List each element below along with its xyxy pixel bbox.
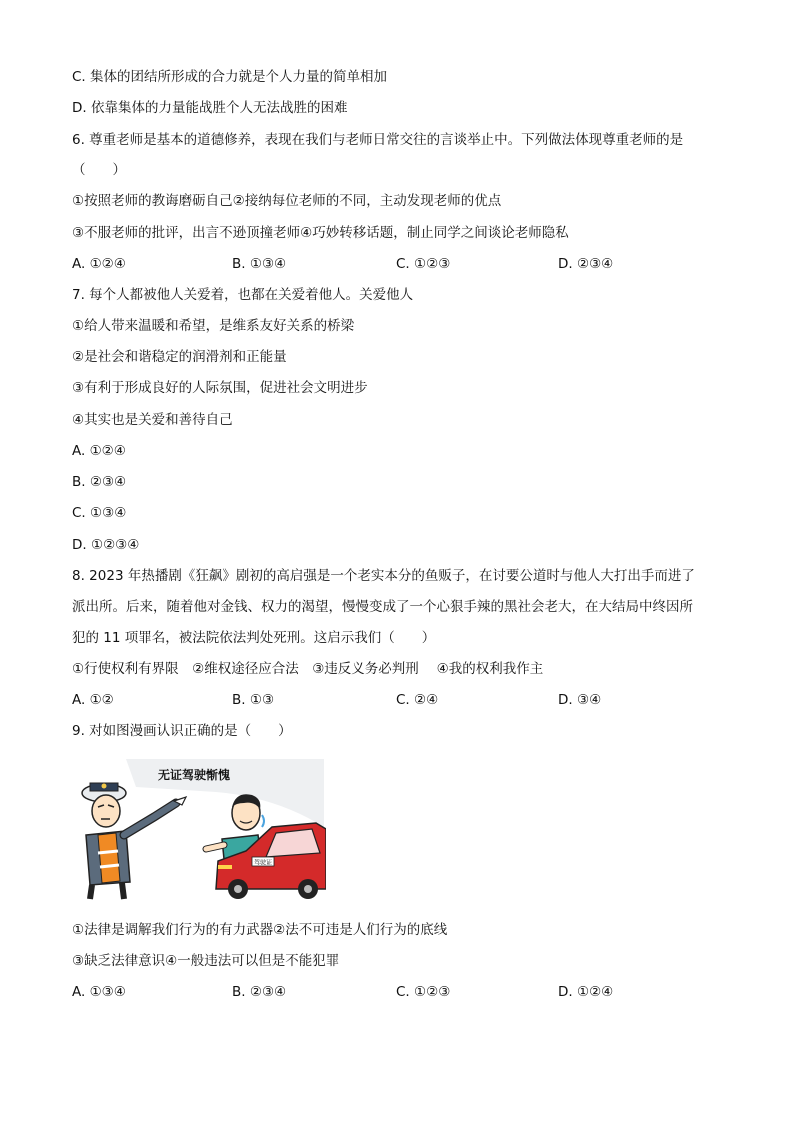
q7-option-d[interactable]: D. ①②③④ [72, 537, 140, 553]
q9-option-b[interactable]: B. ②③④ [232, 984, 287, 1000]
car-plate-label: 驾驶证 [254, 859, 273, 867]
q8-option-a[interactable]: A. ①② [72, 692, 114, 708]
q6-option-b[interactable]: B. ①③④ [232, 256, 287, 272]
q9-statements-2: ③缺乏法律意识④一般违法可以但是不能犯罪 [72, 953, 340, 969]
q6-option-d[interactable]: D. ②③④ [558, 256, 614, 272]
q8-option-c[interactable]: C. ②④ [396, 692, 439, 708]
q8-stem-line-3: 犯的 11 项罪名，被法院依法判处死刑。这启示我们（ ） [72, 630, 436, 646]
q8-statements: ①行使权利有界限 ②维权途径应合法 ③违反义务必判刑 ④我的权利我作主 [72, 661, 544, 677]
q8-options [72, 690, 732, 710]
q7-statement-3: ③有利于形成良好的人际氛围，促进社会文明进步 [72, 380, 368, 396]
q8-stem-line-1: 8. 2023 年热播剧《狂飙》剧初的高启强是一个老实本分的鱼贩子，在讨要公道时与他人大打出手而进了 [72, 568, 695, 584]
q7-statement-4: ④其实也是关爱和善待自己 [72, 412, 233, 428]
q7-stem: 7. 每个人都被他人关爱着，也都在关爱着他人。关爱他人 [72, 287, 414, 303]
q7-statement-1: ①给人带来温暖和希望，是维系友好关系的桥梁 [72, 318, 355, 334]
q8-option-d[interactable]: D. ③④ [558, 692, 602, 708]
cartoon-caption: 无证驾驶惭愧 [158, 768, 231, 782]
q5-option-c: C. 集体的团结所形成的合力就是个人力量的简单相加 [72, 69, 388, 85]
q9-options [72, 982, 732, 1002]
q6-answer-bracket: （ ） [72, 162, 126, 178]
q6-option-a[interactable]: A. ①②④ [72, 256, 126, 272]
q6-stem: 6. 尊重老师是基本的道德修养，表现在我们与老师日常交往的言谈举止中。下列做法体现尊重老师的是 [72, 132, 684, 148]
q6-option-c[interactable]: C. ①②③ [396, 256, 451, 272]
q6-statements-2: ③不服老师的批评，出言不逊顶撞老师④巧妙转移话题，制止同学之间谈论老师隐私 [72, 225, 569, 241]
q9-option-a[interactable]: A. ①③④ [72, 984, 126, 1000]
q7-option-a[interactable]: A. ①②④ [72, 443, 126, 459]
q7-option-b[interactable]: B. ②③④ [72, 474, 127, 490]
q6-statements-1: ①按照老师的教诲磨砺自己②接纳每位老师的不同，主动发现老师的优点 [72, 193, 502, 209]
q8-stem-line-2: 派出所。后来，随着他对金钱、权力的渴望，慢慢变成了一个心狠手辣的黑社会老大，在大结局中终因所 [72, 599, 693, 615]
q8-option-b[interactable]: B. ①③ [232, 692, 275, 708]
q9-option-d[interactable]: D. ①②④ [558, 984, 614, 1000]
q9-option-c[interactable]: C. ①②③ [396, 984, 451, 1000]
q6-options [72, 254, 732, 274]
q9-statements-1: ①法律是调解我们行为的有力武器②法不可违是人们行为的底线 [72, 922, 448, 938]
q9-stem: 9. 对如图漫画认识正确的是（ ） [72, 723, 292, 739]
q5-option-d: D. 依靠集体的力量能战胜个人无法战胜的困难 [72, 100, 348, 116]
q7-statement-2: ②是社会和谐稳定的润滑剂和正能量 [72, 349, 287, 365]
traffic-cartoon [76, 757, 326, 901]
q7-option-c[interactable]: C. ①③④ [72, 505, 127, 521]
